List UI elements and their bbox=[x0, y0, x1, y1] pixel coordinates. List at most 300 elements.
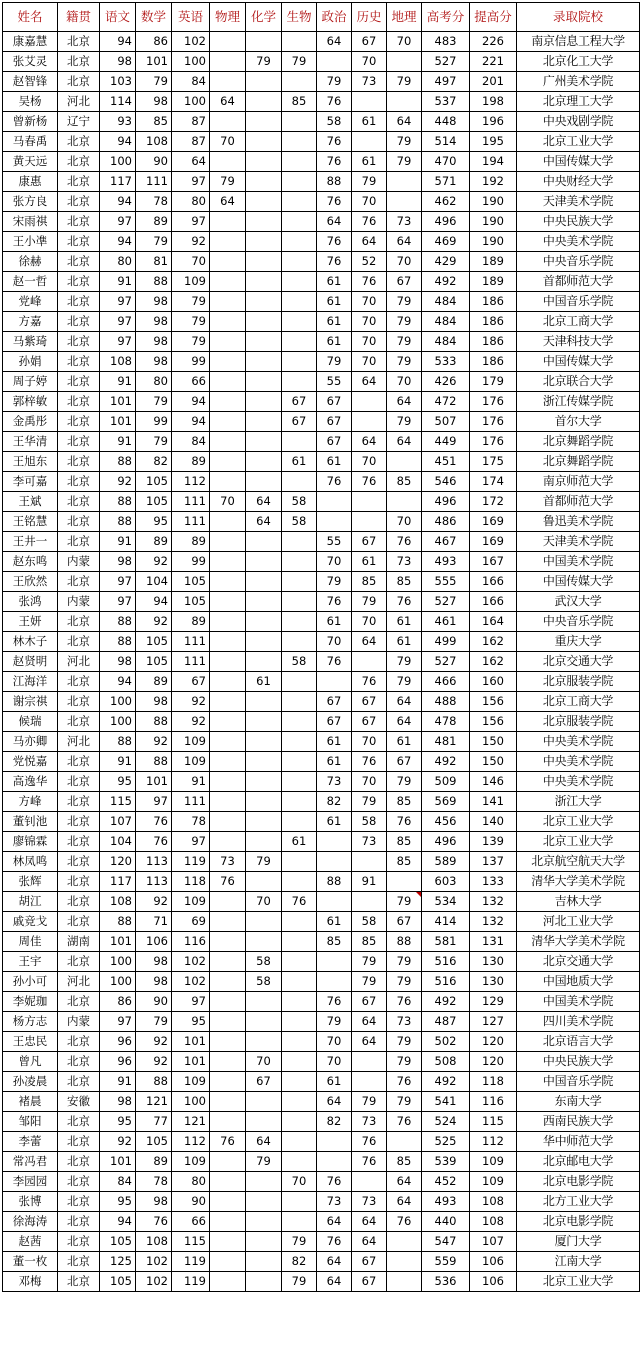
cell-physics bbox=[210, 432, 246, 452]
cell-geography: 64 bbox=[387, 1192, 422, 1212]
cell-math: 79 bbox=[136, 232, 172, 252]
cell-name: 江海洋 bbox=[3, 672, 58, 692]
cell-math: 89 bbox=[136, 212, 172, 232]
cell-chemistry bbox=[246, 712, 282, 732]
cell-math: 90 bbox=[136, 992, 172, 1012]
cell-history: 79 bbox=[352, 1092, 387, 1112]
cell-chemistry bbox=[246, 252, 282, 272]
cell-geography: 85 bbox=[387, 852, 422, 872]
cell-history: 67 bbox=[352, 1252, 387, 1272]
cell-math: 98 bbox=[136, 292, 172, 312]
cell-biology bbox=[282, 532, 317, 552]
cell-name: 高逸华 bbox=[3, 772, 58, 792]
cell-chemistry bbox=[246, 832, 282, 852]
cell-politics: 70 bbox=[317, 632, 352, 652]
cell-history bbox=[352, 392, 387, 412]
cell-chinese: 88 bbox=[100, 612, 136, 632]
cell-improvement: 226 bbox=[470, 32, 517, 52]
cell-chinese: 91 bbox=[100, 532, 136, 552]
cell-improvement: 116 bbox=[470, 1092, 517, 1112]
cell-total: 569 bbox=[422, 792, 470, 812]
cell-chemistry bbox=[246, 212, 282, 232]
cell-math: 92 bbox=[136, 892, 172, 912]
cell-university: 中国音乐学院 bbox=[517, 1072, 640, 1092]
cell-physics bbox=[210, 552, 246, 572]
cell-origin: 北京 bbox=[58, 892, 100, 912]
cell-english: 102 bbox=[172, 972, 210, 992]
cell-university: 河北工业大学 bbox=[517, 912, 640, 932]
cell-university: 清华大学美术学院 bbox=[517, 932, 640, 952]
cell-origin: 北京 bbox=[58, 672, 100, 692]
cell-english: 116 bbox=[172, 932, 210, 952]
cell-university: 中国传媒大学 bbox=[517, 352, 640, 372]
cell-math: 94 bbox=[136, 592, 172, 612]
table-row bbox=[3, 852, 640, 872]
cell-math: 97 bbox=[136, 792, 172, 812]
cell-chemistry: 64 bbox=[246, 1132, 282, 1152]
cell-history: 64 bbox=[352, 1032, 387, 1052]
cell-biology bbox=[282, 572, 317, 592]
cell-english: 118 bbox=[172, 872, 210, 892]
cell-name: 党峰 bbox=[3, 292, 58, 312]
cell-history: 76 bbox=[352, 272, 387, 292]
cell-english: 92 bbox=[172, 232, 210, 252]
cell-english: 102 bbox=[172, 32, 210, 52]
cell-origin: 北京 bbox=[58, 392, 100, 412]
cell-history: 70 bbox=[352, 352, 387, 372]
cell-history: 61 bbox=[352, 552, 387, 572]
cell-improvement: 179 bbox=[470, 372, 517, 392]
cell-geography: 85 bbox=[387, 472, 422, 492]
cell-chemistry bbox=[246, 532, 282, 552]
cell-chinese: 101 bbox=[100, 932, 136, 952]
cell-chinese: 117 bbox=[100, 872, 136, 892]
cell-history bbox=[352, 1052, 387, 1072]
cell-university: 东南大学 bbox=[517, 1092, 640, 1112]
cell-total: 547 bbox=[422, 1232, 470, 1252]
cell-english: 100 bbox=[172, 1092, 210, 1112]
cell-biology: 76 bbox=[282, 892, 317, 912]
cell-chemistry bbox=[246, 692, 282, 712]
cell-university: 北京舞蹈学院 bbox=[517, 432, 640, 452]
cell-chemistry: 61 bbox=[246, 672, 282, 692]
cell-name: 邓梅 bbox=[3, 1272, 58, 1292]
cell-politics: 82 bbox=[317, 1112, 352, 1132]
cell-chinese: 88 bbox=[100, 492, 136, 512]
cell-history: 76 bbox=[352, 1152, 387, 1172]
cell-name: 李可嘉 bbox=[3, 472, 58, 492]
cell-physics bbox=[210, 712, 246, 732]
cell-politics: 88 bbox=[317, 172, 352, 192]
cell-total: 539 bbox=[422, 1152, 470, 1172]
cell-improvement: 137 bbox=[470, 852, 517, 872]
cell-geography: 85 bbox=[387, 1152, 422, 1172]
cell-improvement: 156 bbox=[470, 712, 517, 732]
cell-university: 北京工业大学 bbox=[517, 812, 640, 832]
cell-chinese: 104 bbox=[100, 832, 136, 852]
cell-total: 555 bbox=[422, 572, 470, 592]
cell-history: 73 bbox=[352, 1192, 387, 1212]
cell-origin: 北京 bbox=[58, 1172, 100, 1192]
cell-chemistry bbox=[246, 1012, 282, 1032]
cell-biology bbox=[282, 352, 317, 372]
cell-politics bbox=[317, 1132, 352, 1152]
cell-origin: 北京 bbox=[58, 712, 100, 732]
cell-geography: 79 bbox=[387, 652, 422, 672]
cell-origin: 内蒙 bbox=[58, 592, 100, 612]
cell-total: 493 bbox=[422, 1192, 470, 1212]
cell-history: 52 bbox=[352, 252, 387, 272]
cell-biology: 61 bbox=[282, 832, 317, 852]
cell-chinese: 97 bbox=[100, 1012, 136, 1032]
table-row bbox=[3, 932, 640, 952]
cell-name: 黄天远 bbox=[3, 152, 58, 172]
cell-geography: 79 bbox=[387, 772, 422, 792]
cell-history: 79 bbox=[352, 972, 387, 992]
cell-chinese: 95 bbox=[100, 1192, 136, 1212]
cell-politics bbox=[317, 952, 352, 972]
cell-origin: 北京 bbox=[58, 292, 100, 312]
admission-table bbox=[2, 2, 640, 1292]
cell-chemistry bbox=[246, 1192, 282, 1212]
cell-biology: 70 bbox=[282, 1172, 317, 1192]
header-row bbox=[3, 3, 640, 32]
cell-geography bbox=[387, 52, 422, 72]
cell-chemistry bbox=[246, 732, 282, 752]
cell-improvement: 106 bbox=[470, 1272, 517, 1292]
cell-history: 67 bbox=[352, 992, 387, 1012]
cell-chemistry: 79 bbox=[246, 852, 282, 872]
cell-total: 487 bbox=[422, 1012, 470, 1032]
cell-math: 98 bbox=[136, 352, 172, 372]
cell-history: 85 bbox=[352, 932, 387, 952]
table-row bbox=[3, 372, 640, 392]
cell-origin: 北京 bbox=[58, 632, 100, 652]
cell-history: 79 bbox=[352, 792, 387, 812]
cell-history: 67 bbox=[352, 712, 387, 732]
cell-name: 马亦卿 bbox=[3, 732, 58, 752]
cell-name: 邹阳 bbox=[3, 1112, 58, 1132]
cell-name: 王井一 bbox=[3, 532, 58, 552]
table-row bbox=[3, 312, 640, 332]
cell-chemistry bbox=[246, 72, 282, 92]
cell-chinese: 117 bbox=[100, 172, 136, 192]
table-row bbox=[3, 272, 640, 292]
cell-history: 79 bbox=[352, 592, 387, 612]
cell-university: 中央美术学院 bbox=[517, 232, 640, 252]
cell-geography: 79 bbox=[387, 412, 422, 432]
cell-physics bbox=[210, 1172, 246, 1192]
cell-chinese: 108 bbox=[100, 352, 136, 372]
table-row bbox=[3, 672, 640, 692]
cell-politics: 55 bbox=[317, 532, 352, 552]
cell-chemistry bbox=[246, 992, 282, 1012]
cell-biology: 79 bbox=[282, 1232, 317, 1252]
cell-math: 89 bbox=[136, 1152, 172, 1172]
cell-origin: 北京 bbox=[58, 1032, 100, 1052]
cell-physics bbox=[210, 32, 246, 52]
cell-chinese: 93 bbox=[100, 112, 136, 132]
cell-geography: 73 bbox=[387, 552, 422, 572]
cell-politics bbox=[317, 492, 352, 512]
cell-origin: 北京 bbox=[58, 172, 100, 192]
cell-chinese: 94 bbox=[100, 672, 136, 692]
cell-politics: 79 bbox=[317, 1012, 352, 1032]
cell-history bbox=[352, 1172, 387, 1192]
cell-biology bbox=[282, 312, 317, 332]
cell-english: 92 bbox=[172, 692, 210, 712]
cell-physics bbox=[210, 732, 246, 752]
cell-chinese: 88 bbox=[100, 512, 136, 532]
cell-politics: 61 bbox=[317, 272, 352, 292]
cell-university: 天津科技大学 bbox=[517, 332, 640, 352]
cell-math: 76 bbox=[136, 812, 172, 832]
cell-history bbox=[352, 92, 387, 112]
cell-name: 廖锦霖 bbox=[3, 832, 58, 852]
cell-chinese: 98 bbox=[100, 52, 136, 72]
cell-total: 546 bbox=[422, 472, 470, 492]
cell-geography bbox=[387, 172, 422, 192]
cell-origin: 北京 bbox=[58, 1232, 100, 1252]
cell-politics: 64 bbox=[317, 1252, 352, 1272]
cell-geography: 70 bbox=[387, 252, 422, 272]
cell-name: 李妮珈 bbox=[3, 992, 58, 1012]
cell-biology bbox=[282, 632, 317, 652]
cell-politics: 64 bbox=[317, 32, 352, 52]
cell-geography: 61 bbox=[387, 612, 422, 632]
cell-origin: 北京 bbox=[58, 272, 100, 292]
cell-biology bbox=[282, 952, 317, 972]
cell-english: 99 bbox=[172, 352, 210, 372]
cell-improvement: 192 bbox=[470, 172, 517, 192]
cell-name: 康嘉慧 bbox=[3, 32, 58, 52]
cell-university: 中国传媒大学 bbox=[517, 572, 640, 592]
cell-total: 414 bbox=[422, 912, 470, 932]
cell-improvement: 112 bbox=[470, 1132, 517, 1152]
cell-biology bbox=[282, 972, 317, 992]
cell-english: 87 bbox=[172, 132, 210, 152]
cell-chinese: 100 bbox=[100, 712, 136, 732]
cell-name: 曾新杨 bbox=[3, 112, 58, 132]
cell-origin: 北京 bbox=[58, 512, 100, 532]
cell-history: 64 bbox=[352, 232, 387, 252]
cell-math: 86 bbox=[136, 32, 172, 52]
table-row bbox=[3, 772, 640, 792]
cell-physics bbox=[210, 632, 246, 652]
cell-history: 58 bbox=[352, 812, 387, 832]
cell-geography: 79 bbox=[387, 892, 422, 912]
cell-politics: 88 bbox=[317, 872, 352, 892]
cell-math: 101 bbox=[136, 52, 172, 72]
cell-math: 79 bbox=[136, 432, 172, 452]
cell-origin: 北京 bbox=[58, 612, 100, 632]
cell-english: 80 bbox=[172, 192, 210, 212]
cell-improvement: 131 bbox=[470, 932, 517, 952]
cell-total: 508 bbox=[422, 1052, 470, 1072]
cell-chinese: 94 bbox=[100, 192, 136, 212]
cell-history bbox=[352, 892, 387, 912]
cell-chemistry bbox=[246, 792, 282, 812]
cell-history bbox=[352, 512, 387, 532]
cell-origin: 北京 bbox=[58, 412, 100, 432]
cell-chemistry: 70 bbox=[246, 892, 282, 912]
table-row bbox=[3, 1232, 640, 1252]
cell-politics: 67 bbox=[317, 392, 352, 412]
cell-geography: 64 bbox=[387, 432, 422, 452]
cell-chinese: 98 bbox=[100, 1092, 136, 1112]
cell-total: 536 bbox=[422, 1272, 470, 1292]
cell-name: 王妍 bbox=[3, 612, 58, 632]
cell-english: 111 bbox=[172, 632, 210, 652]
cell-math: 79 bbox=[136, 72, 172, 92]
cell-english: 109 bbox=[172, 732, 210, 752]
cell-math: 98 bbox=[136, 312, 172, 332]
cell-english: 94 bbox=[172, 412, 210, 432]
table-row bbox=[3, 132, 640, 152]
cell-name: 候瑞 bbox=[3, 712, 58, 732]
cell-chinese: 96 bbox=[100, 1052, 136, 1072]
cell-name: 戚竞戈 bbox=[3, 912, 58, 932]
cell-geography: 76 bbox=[387, 532, 422, 552]
table-row bbox=[3, 1172, 640, 1192]
cell-math: 92 bbox=[136, 552, 172, 572]
cell-university: 首都师范大学 bbox=[517, 492, 640, 512]
cell-geography bbox=[387, 192, 422, 212]
cell-biology bbox=[282, 552, 317, 572]
cell-politics: 76 bbox=[317, 232, 352, 252]
cell-politics bbox=[317, 672, 352, 692]
cell-total: 527 bbox=[422, 652, 470, 672]
cell-politics bbox=[317, 52, 352, 72]
cell-university: 中央戏剧学院 bbox=[517, 112, 640, 132]
cell-chinese: 91 bbox=[100, 432, 136, 452]
cell-improvement: 164 bbox=[470, 612, 517, 632]
cell-history: 76 bbox=[352, 752, 387, 772]
column-header-improvement: 提高分 bbox=[470, 3, 517, 32]
cell-physics bbox=[210, 1052, 246, 1072]
cell-origin: 北京 bbox=[58, 32, 100, 52]
cell-physics bbox=[210, 752, 246, 772]
cell-math: 85 bbox=[136, 112, 172, 132]
cell-math: 108 bbox=[136, 132, 172, 152]
cell-total: 483 bbox=[422, 32, 470, 52]
cell-physics bbox=[210, 932, 246, 952]
cell-chinese: 97 bbox=[100, 292, 136, 312]
cell-history: 79 bbox=[352, 172, 387, 192]
cell-origin: 北京 bbox=[58, 1112, 100, 1132]
cell-english: 119 bbox=[172, 852, 210, 872]
cell-university: 天津美术学院 bbox=[517, 192, 640, 212]
cell-physics: 76 bbox=[210, 872, 246, 892]
cell-biology bbox=[282, 732, 317, 752]
cell-chemistry: 64 bbox=[246, 492, 282, 512]
cell-physics bbox=[210, 772, 246, 792]
cell-name: 张博 bbox=[3, 1192, 58, 1212]
cell-physics bbox=[210, 1012, 246, 1032]
cell-geography: 64 bbox=[387, 692, 422, 712]
cell-origin: 北京 bbox=[58, 312, 100, 332]
table-row bbox=[3, 332, 640, 352]
cell-physics bbox=[210, 1072, 246, 1092]
cell-physics bbox=[210, 832, 246, 852]
table-row bbox=[3, 1052, 640, 1072]
cell-politics: 76 bbox=[317, 132, 352, 152]
table-row bbox=[3, 632, 640, 652]
cell-geography: 79 bbox=[387, 332, 422, 352]
cell-origin: 北京 bbox=[58, 532, 100, 552]
cell-english: 101 bbox=[172, 1032, 210, 1052]
cell-origin: 河北 bbox=[58, 92, 100, 112]
cell-university: 中央美术学院 bbox=[517, 772, 640, 792]
cell-politics: 64 bbox=[317, 1272, 352, 1292]
cell-math: 88 bbox=[136, 1072, 172, 1092]
cell-math: 71 bbox=[136, 912, 172, 932]
cell-english: 79 bbox=[172, 312, 210, 332]
cell-geography: 64 bbox=[387, 112, 422, 132]
cell-improvement: 108 bbox=[470, 1192, 517, 1212]
cell-university: 首尔大学 bbox=[517, 412, 640, 432]
cell-physics bbox=[210, 452, 246, 472]
cell-chinese: 91 bbox=[100, 372, 136, 392]
cell-university: 北京化工大学 bbox=[517, 52, 640, 72]
cell-chemistry bbox=[246, 1112, 282, 1132]
cell-english: 109 bbox=[172, 1152, 210, 1172]
cell-english: 100 bbox=[172, 92, 210, 112]
cell-origin: 北京 bbox=[58, 432, 100, 452]
cell-chemistry bbox=[246, 592, 282, 612]
cell-physics bbox=[210, 212, 246, 232]
cell-english: 87 bbox=[172, 112, 210, 132]
cell-chinese: 97 bbox=[100, 312, 136, 332]
cell-chinese: 88 bbox=[100, 912, 136, 932]
cell-improvement: 109 bbox=[470, 1172, 517, 1192]
cell-english: 112 bbox=[172, 1132, 210, 1152]
cell-chinese: 91 bbox=[100, 272, 136, 292]
cell-history: 64 bbox=[352, 372, 387, 392]
cell-math: 78 bbox=[136, 1172, 172, 1192]
cell-university: 北京邮电大学 bbox=[517, 1152, 640, 1172]
cell-origin: 北京 bbox=[58, 912, 100, 932]
cell-origin: 北京 bbox=[58, 1272, 100, 1292]
cell-chemistry bbox=[246, 412, 282, 432]
cell-math: 92 bbox=[136, 612, 172, 632]
cell-chemistry bbox=[246, 1032, 282, 1052]
cell-geography: 76 bbox=[387, 1072, 422, 1092]
cell-origin: 北京 bbox=[58, 472, 100, 492]
cell-history: 73 bbox=[352, 1112, 387, 1132]
cell-geography bbox=[387, 1232, 422, 1252]
cell-physics bbox=[210, 812, 246, 832]
cell-biology bbox=[282, 712, 317, 732]
cell-physics bbox=[210, 1092, 246, 1112]
cell-math: 98 bbox=[136, 1192, 172, 1212]
cell-biology bbox=[282, 332, 317, 352]
cell-math: 89 bbox=[136, 672, 172, 692]
cell-physics bbox=[210, 1192, 246, 1212]
score-sheet bbox=[2, 2, 640, 1292]
cell-total: 603 bbox=[422, 872, 470, 892]
cell-improvement: 169 bbox=[470, 532, 517, 552]
cell-biology bbox=[282, 272, 317, 292]
cell-university: 武汉大学 bbox=[517, 592, 640, 612]
cell-geography: 76 bbox=[387, 1212, 422, 1232]
cell-biology: 85 bbox=[282, 92, 317, 112]
cell-history: 61 bbox=[352, 152, 387, 172]
cell-university: 广州美术学院 bbox=[517, 72, 640, 92]
cell-origin: 湖南 bbox=[58, 932, 100, 952]
cell-physics bbox=[210, 232, 246, 252]
cell-university: 北京工商大学 bbox=[517, 312, 640, 332]
